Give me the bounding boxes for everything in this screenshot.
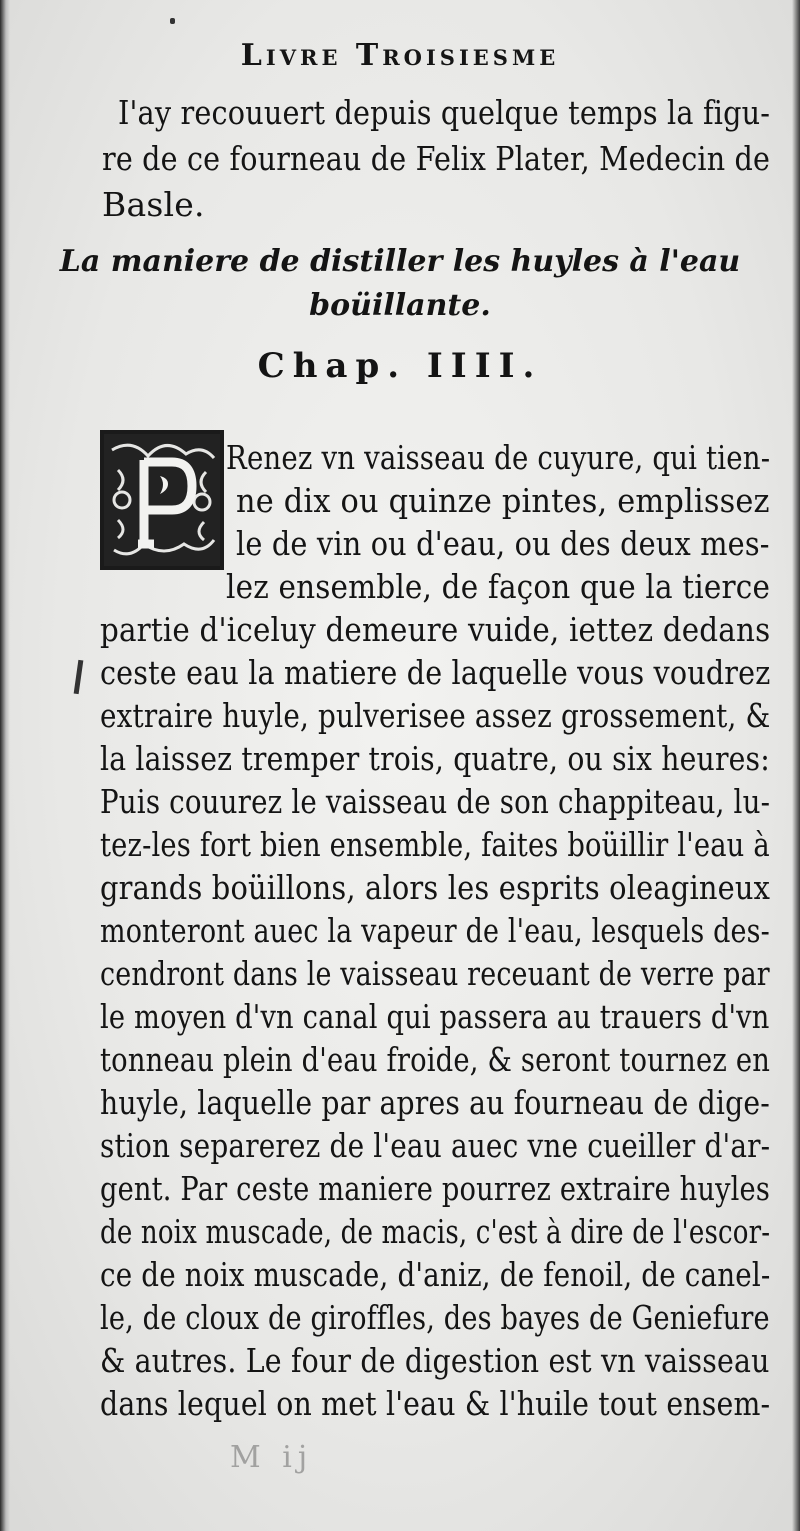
body-line: le, de cloux de giroffles, des bayes de Geniefure <box>100 1298 770 1337</box>
intro-line: re de ce fourneau de Felix Plater, Medecin de <box>102 139 771 178</box>
signature-mark: M ij <box>230 1440 314 1475</box>
intro-line: I'ay recouuert depuis quelque temps la figu- <box>118 93 771 132</box>
ornamental-initial-icon <box>100 430 224 570</box>
body-line: & autres. Le four de digestion est vn vaisseau <box>100 1341 770 1380</box>
body-line: extraire huyle, pulverisee assez grossement, & <box>100 696 771 735</box>
body-line: monteront auec la vapeur de l'eau, lesquels des- <box>100 911 770 950</box>
page-edge-right <box>792 0 800 1531</box>
body-line: tez-les fort bien ensemble, faites boüillir l'eau à <box>100 825 770 864</box>
running-head: Livre Troisiesme <box>240 38 560 73</box>
body-line: le moyen d'vn canal qui passera au trauers d'vn <box>100 997 770 1036</box>
body-line: la laissez tremper trois, quatre, ou six heures: <box>100 739 770 778</box>
intro-line: Basle. <box>102 185 205 224</box>
body-line: Puis couurez le vaisseau de son chappiteau, lu- <box>100 782 771 821</box>
body-line: cendront dans le vaisseau receuant de verre par <box>100 954 770 993</box>
ink-dot <box>170 18 175 24</box>
body-line: de noix muscade, de macis, c'est à dire de l'escor- <box>100 1212 771 1251</box>
body-line: le de vin ou d'eau, ou des deux mes- <box>236 524 770 563</box>
chapter-heading: Chap. IIII. <box>257 346 543 386</box>
body-line: partie d'iceluy demeure vuide, iettez dedans <box>100 610 771 649</box>
body-line: tonneau plein d'eau froide, & seront tournez en <box>100 1040 771 1079</box>
body-line: gent. Par ceste maniere pourrez extraire huyles <box>100 1169 770 1208</box>
body-line: ceste eau la matiere de laquelle vous voudrez <box>100 653 771 692</box>
section-subtitle: boüillante. <box>309 288 491 323</box>
section-subtitle: La maniere de distiller les huyles à l'eau <box>59 244 741 279</box>
body-line: dans lequel on met l'eau & l'huile tout ensem- <box>100 1384 771 1423</box>
page-edge-left <box>0 0 10 1531</box>
ink-mark <box>74 660 84 694</box>
body-line: stion separerez de l'eau auec vne cueiller d'ar- <box>100 1126 771 1165</box>
body-line: huyle, laquelle par apres au fourneau de dige- <box>100 1083 770 1122</box>
body-line: Renez vn vaisseau de cuyure, qui tien- <box>226 438 771 477</box>
body-line: ce de noix muscade, d'aniz, de fenoil, de canel- <box>100 1255 771 1294</box>
body-line: lez ensemble, de façon que la tierce <box>226 567 771 606</box>
body-line: grands boüillons, alors les esprits oleagineux <box>100 868 771 907</box>
body-line: ne dix ou quinze pintes, emplissez <box>236 481 770 520</box>
